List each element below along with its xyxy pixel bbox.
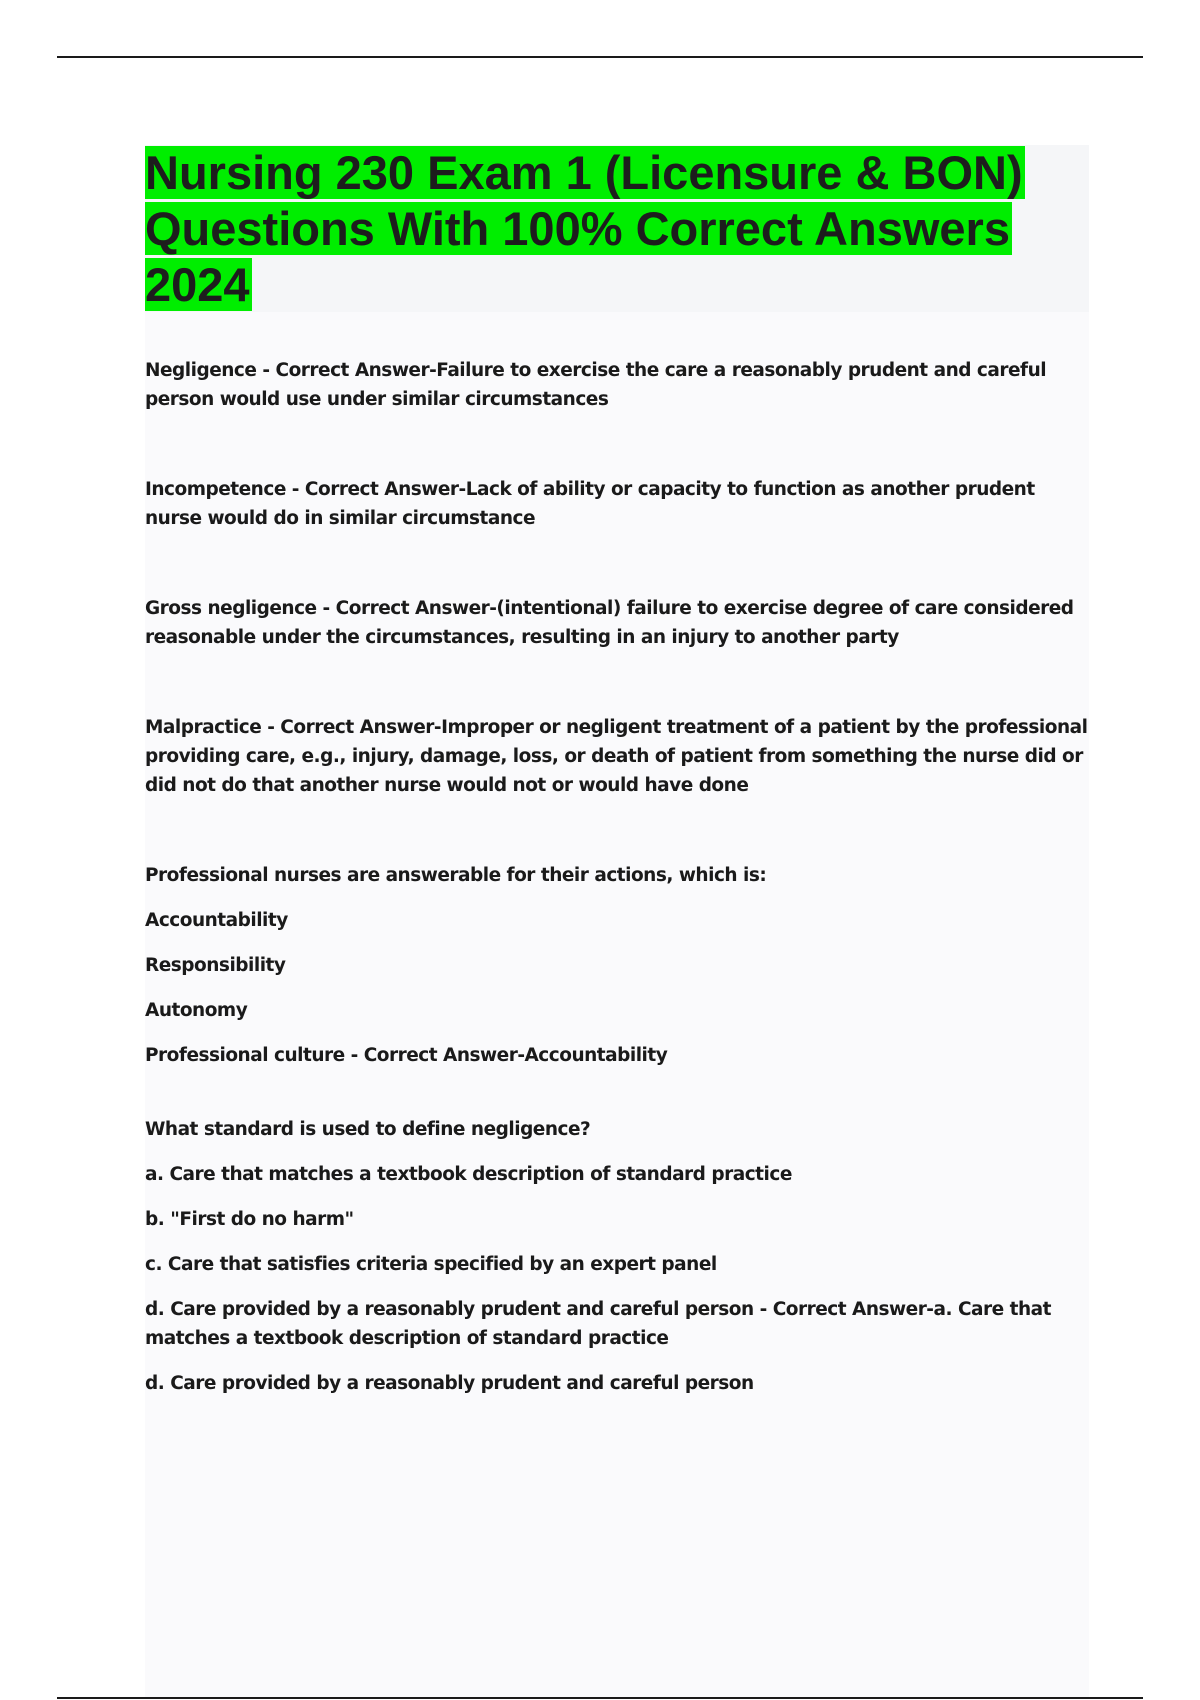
question-option: Autonomy bbox=[145, 1000, 248, 1021]
bottom-rule bbox=[57, 1697, 1143, 1699]
definition-incompetence bbox=[145, 475, 1089, 533]
definition-negligence bbox=[145, 356, 1089, 414]
entry-text: Gross negligence - Correct Answer-(intentional) failure to exercise degree of care considered reasonable under the circumstances, resulting in an injury to another party bbox=[145, 598, 1074, 648]
question-option: Responsibility bbox=[145, 955, 286, 976]
title-highlight: Nursing 230 Exam 1 (Licensure & BON) Questions With 100% Correct Answers 2024 bbox=[145, 146, 1023, 311]
question-option: c. Care that satisfies criteria specified by an expert panel bbox=[145, 1254, 717, 1275]
question-option: a. Care that matches a textbook description of standard practice bbox=[145, 1164, 792, 1185]
question-negligence-standard bbox=[145, 1115, 1089, 1398]
title-block bbox=[145, 145, 1089, 312]
question-option: d. Care provided by a reasonably prudent and careful person bbox=[145, 1373, 754, 1394]
question-option: Professional culture - Correct Answer-Accountability bbox=[145, 1045, 668, 1066]
entry-text: Incompetence - Correct Answer-Lack of ability or capacity to function as another prudent nurse would do in similar circumstance bbox=[145, 479, 1035, 529]
definition-malpractice bbox=[145, 713, 1089, 800]
question-stem: What standard is used to define negligence? bbox=[145, 1119, 591, 1140]
question-stem: Professional nurses are answerable for their actions, which is: bbox=[145, 865, 767, 886]
question-option: Accountability bbox=[145, 910, 288, 931]
question-option: d. Care provided by a reasonably prudent and careful person - Correct Answer-a. Care that matches a textbook description of standard practice bbox=[145, 1299, 1051, 1349]
question-accountability bbox=[145, 861, 1089, 1070]
entry-text: Negligence - Correct Answer-Failure to exercise the care a reasonably prudent and careful person would use under similar circumstances bbox=[145, 360, 1047, 410]
entry-text: Malpractice - Correct Answer-Improper or negligent treatment of a patient by the professional providing care, e.g., injury, damage, loss, or death of patient from something the nurse did or did not do that another nurse would not or would have done bbox=[145, 717, 1088, 796]
question-option: b. "First do no harm" bbox=[145, 1209, 354, 1230]
definition-gross-negligence bbox=[145, 594, 1089, 652]
document-title bbox=[145, 145, 1089, 313]
top-rule bbox=[57, 56, 1143, 58]
document-body bbox=[145, 356, 1089, 1459]
